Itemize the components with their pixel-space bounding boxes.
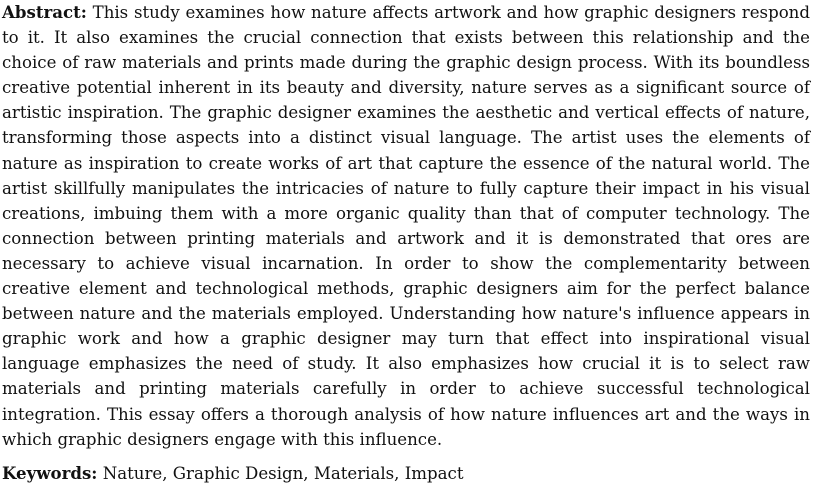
- abstract-text: This study examines how nature affects artwork and how graphic designers respond to it. It also examines the crucial connection that exists between this relationship and the choice of raw materials and prints made during the graphic design process. With its boundless creative potential inherent in its beauty and diversity, nature serves as a significant source of artistic inspiration. The graphic designer examines the aesthetic and vertical effects of nature, transforming those aspects into a distinct visual language. The artist uses the elements of nature as inspiration to create works of art that capture the essence of the natural world. The artist skillfully manipulates the intricacies of nature to fully capture their impact in his visual creations, imbuing them with a more organic quality than that of computer technology. The connection between printing materials and artwork and it is demonstrated that ores are necessary to achieve visual incarnation. In order to show the complementarity between creative element and technological methods, graphic designers aim for the perfect balance between nature and the materials employed. Understanding how nature's influence appears in graphic work and how a graphic designer may turn that effect into inspirational visual language emphasizes the need of study. It also emphasizes how crucial it is to select raw materials and printing materials carefully in order to achieve successful technological integration. This essay offers a thorough analysis of how nature influences art and the ways in which graphic designers engage with this influence.: [2, 3, 810, 449]
- abstract-label: Abstract:: [2, 2, 87, 22]
- keywords-label: Keywords:: [2, 462, 98, 483]
- paper-page: [2, 0, 810, 486]
- abstract-paragraph: [2, 0, 810, 452]
- keywords-paragraph: [2, 461, 810, 486]
- keywords-text: Nature, Graphic Design, Materials, Impact: [102, 463, 464, 483]
